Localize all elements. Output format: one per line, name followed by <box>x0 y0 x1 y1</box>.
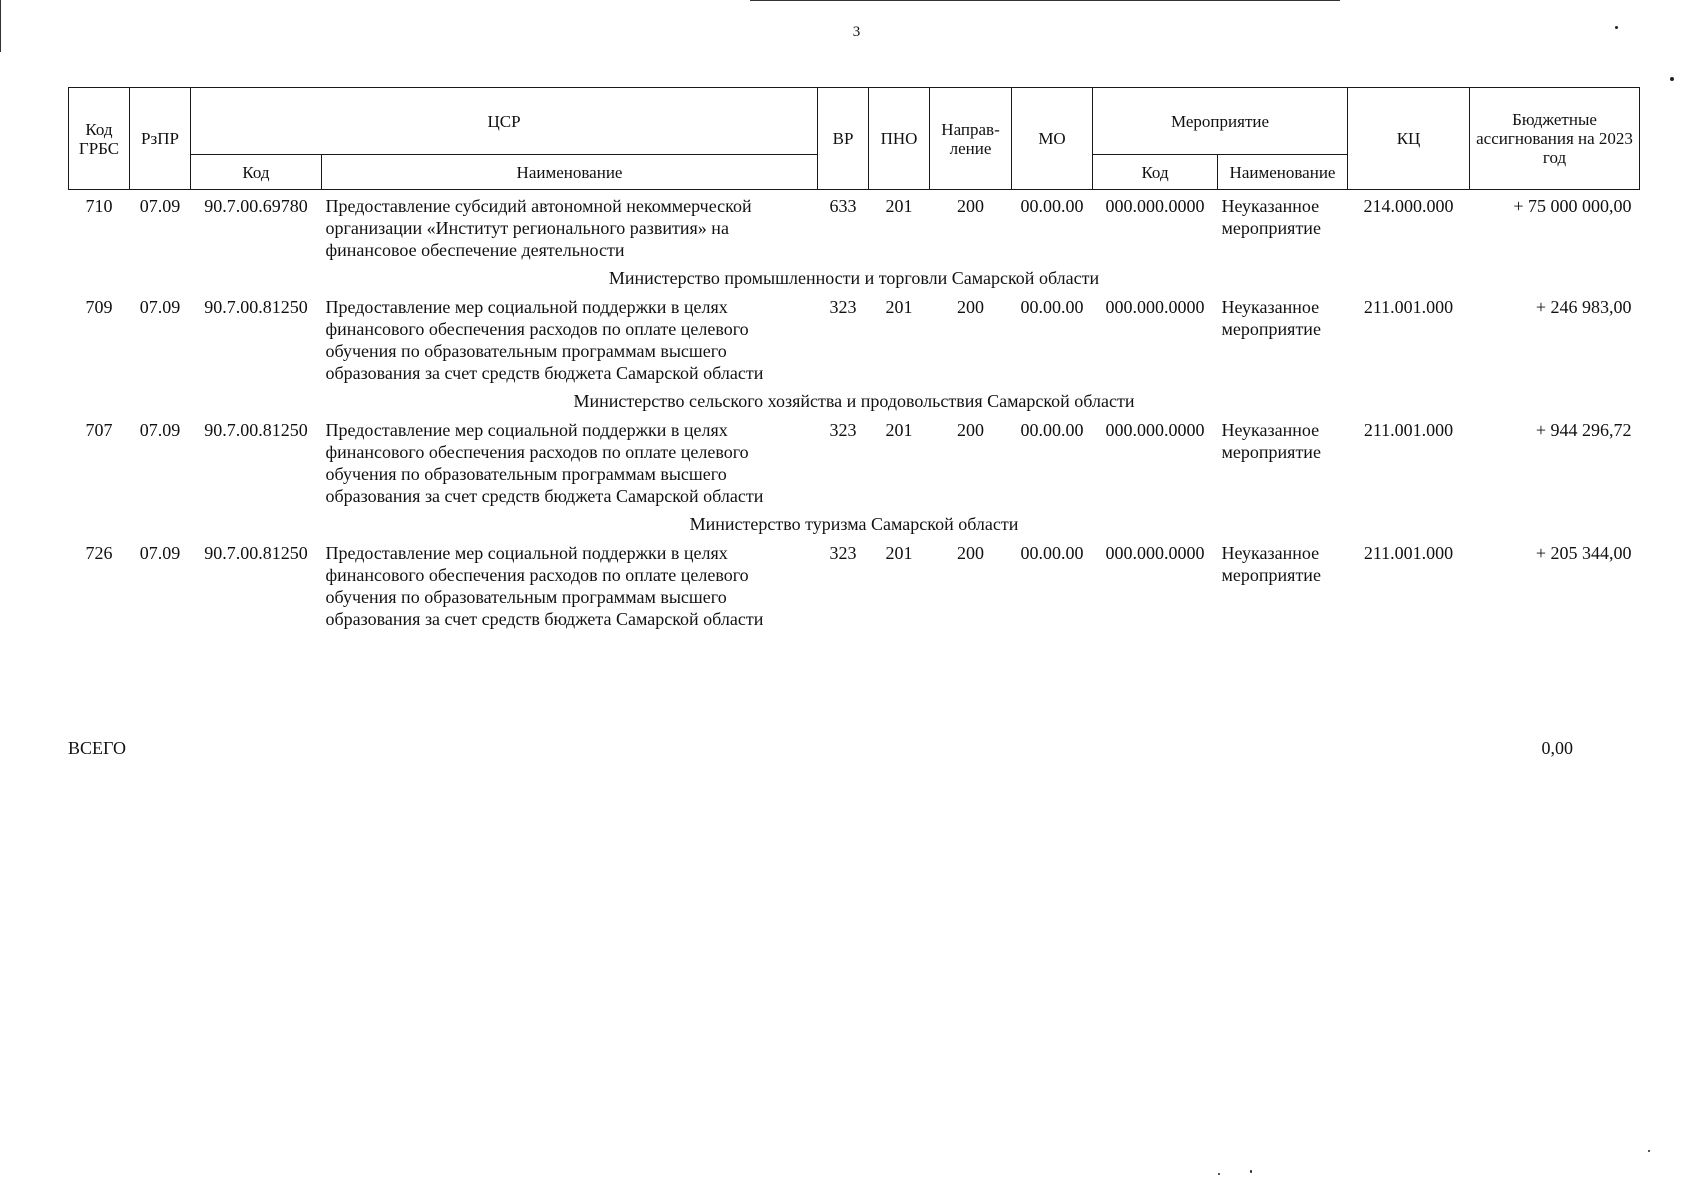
scan-speck <box>1615 26 1618 29</box>
header-vr: ВР <box>818 88 869 190</box>
cell-event-code: 000.000.0000 <box>1105 196 1205 216</box>
cell-grbs: 726 <box>85 543 113 563</box>
cell-amount: + 246 983,00 <box>1535 297 1632 317</box>
cell-rzpr: 07.09 <box>139 196 181 216</box>
cell-csr-name: Предоставление мер социальной поддержки в целях финансового обеспечения расходов по оплате целевого обучения по образовательным программам высшего образования за счет средств бюджета Самарской области <box>325 297 764 383</box>
cell-vr: 323 <box>829 543 857 563</box>
cell-amount: + 944 296,72 <box>1535 420 1632 440</box>
cell-event-name: Неуказанное мероприятие <box>1221 196 1321 238</box>
cell-mo: 00.00.00 <box>1020 196 1084 216</box>
cell-mo: 00.00.00 <box>1020 297 1084 317</box>
cell-kc: 211.001.000 <box>1363 420 1454 440</box>
header-event: Мероприятие <box>1093 88 1348 155</box>
cell-csr-name: Предоставление мер социальной поддержки в целях финансового обеспечения расходов по оплате целевого обучения по образовательным программам высшего образования за счет средств бюджета Самарской области <box>325 543 764 629</box>
cell-event-name: Неуказанное мероприятие <box>1221 420 1321 462</box>
cell-mo: 00.00.00 <box>1020 543 1084 563</box>
cell-event-name: Неуказанное мероприятие <box>1221 543 1321 585</box>
cell-pno: 201 <box>885 297 913 317</box>
header-pno: ПНО <box>869 88 930 190</box>
scan-speck <box>1218 1173 1220 1175</box>
cell-direction: 200 <box>957 196 985 216</box>
header-event-code: Код <box>1093 155 1218 190</box>
header-budget: Бюджетные ассигнования на 2023 год <box>1470 88 1640 190</box>
header-csr-name: Наименование <box>322 155 818 190</box>
scan-speck <box>1670 77 1674 81</box>
cell-grbs: 709 <box>85 297 113 317</box>
cell-kc: 214.000.000 <box>1363 196 1454 216</box>
cell-direction: 200 <box>957 297 985 317</box>
table-row <box>69 190 1640 262</box>
page-number: 3 <box>852 24 861 40</box>
section-row <box>69 507 1640 537</box>
header-csr: ЦСР <box>191 88 818 155</box>
total-value: 0,00 <box>1541 738 1573 758</box>
table-row <box>69 414 1640 507</box>
cell-csr-code: 90.7.00.81250 <box>204 297 308 317</box>
cell-grbs: 707 <box>85 420 113 440</box>
cell-csr-code: 90.7.00.69780 <box>204 196 308 216</box>
section-row <box>69 384 1640 414</box>
scan-top-line <box>750 0 1340 1</box>
header-event-name: Наименование <box>1218 155 1348 190</box>
cell-amount: + 75 000 000,00 <box>1513 196 1632 216</box>
header-csr-code: Код <box>191 155 322 190</box>
cell-event-code: 000.000.0000 <box>1105 297 1205 317</box>
header-mo: МО <box>1012 88 1093 190</box>
scan-speck <box>1250 1170 1252 1173</box>
cell-rzpr: 07.09 <box>139 420 181 440</box>
section-title: Министерство промышленности и торговли Самарской области <box>608 268 1100 288</box>
cell-direction: 200 <box>957 543 985 563</box>
header-grbs: Код ГРБС <box>69 88 130 190</box>
cell-event-code: 000.000.0000 <box>1105 420 1205 440</box>
cell-csr-name: Предоставление мер социальной поддержки в целях финансового обеспечения расходов по оплате целевого обучения по образовательным программам высшего образования за счет средств бюджета Самарской области <box>325 420 764 506</box>
header-kc: КЦ <box>1348 88 1470 190</box>
cell-csr-code: 90.7.00.81250 <box>204 420 308 440</box>
cell-vr: 633 <box>829 196 857 216</box>
cell-pno: 201 <box>885 196 913 216</box>
cell-kc: 211.001.000 <box>1363 297 1454 317</box>
cell-pno: 201 <box>885 543 913 563</box>
cell-rzpr: 07.09 <box>139 297 181 317</box>
budget-table <box>68 87 1640 630</box>
cell-grbs: 710 <box>85 196 113 216</box>
table-row <box>69 537 1640 630</box>
cell-csr-name: Предоставление субсидий автономной некоммерческой организации «Институт регионального развития» на финансовое обеспечение деятельности <box>325 196 752 260</box>
cell-event-name: Неуказанное мероприятие <box>1221 297 1321 339</box>
header-direction: Направ-ление <box>930 88 1012 190</box>
scan-edge-line <box>0 0 1 52</box>
table-row <box>69 291 1640 384</box>
cell-direction: 200 <box>957 420 985 440</box>
header-rzpr: РзПР <box>130 88 191 190</box>
section-row <box>69 261 1640 291</box>
section-title: Министерство сельского хозяйства и продовольствия Самарской области <box>573 391 1135 411</box>
cell-event-code: 000.000.0000 <box>1105 543 1205 563</box>
cell-vr: 323 <box>829 420 857 440</box>
cell-amount: + 205 344,00 <box>1535 543 1632 563</box>
cell-kc: 211.001.000 <box>1363 543 1454 563</box>
total-label: ВСЕГО <box>68 738 126 758</box>
scan-speck <box>1648 1150 1650 1152</box>
cell-csr-code: 90.7.00.81250 <box>204 543 308 563</box>
section-title: Министерство туризма Самарской области <box>689 514 1019 534</box>
cell-pno: 201 <box>885 420 913 440</box>
cell-vr: 323 <box>829 297 857 317</box>
cell-rzpr: 07.09 <box>139 543 181 563</box>
cell-mo: 00.00.00 <box>1020 420 1084 440</box>
